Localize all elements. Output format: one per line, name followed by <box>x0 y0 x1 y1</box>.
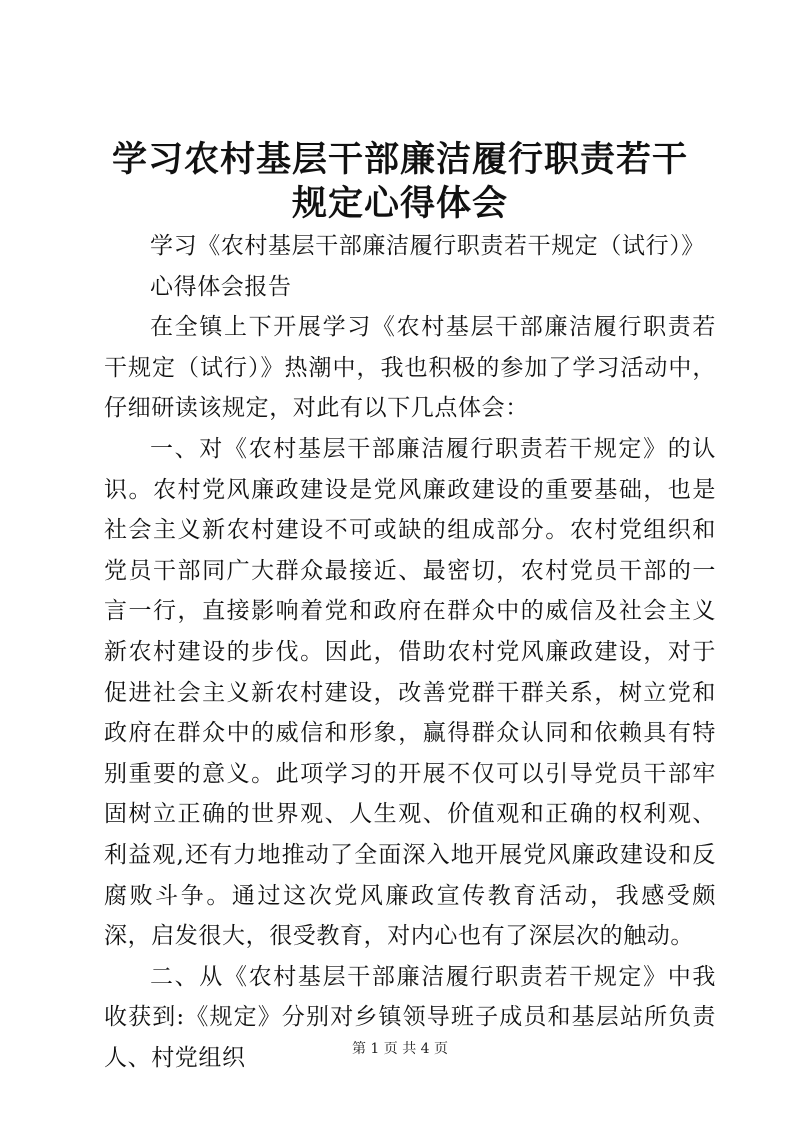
document-title: 学习农村基层干部廉洁履行职责若干规定心得体会 <box>111 139 688 224</box>
document-body <box>104 226 716 1078</box>
section-two-paragraph: 二、从《农村基层干部廉洁履行职责若干规定》中我收获到:《规定》分别对乡镇领导班子成员和基层站所负责人、村党组织 <box>104 963 716 1071</box>
page-footer: 第 1 页 共 4 页 <box>351 1041 449 1057</box>
intro-paragraph: 在全镇上下开展学习《农村基层干部廉洁履行职责若干规定（试行）》热潮中，我也积极的参加了学习活动中，仔细研读该规定，对此有以下几点体会： <box>104 314 716 422</box>
section-one-paragraph: 一、对《农村基层干部廉洁履行职责若干规定》的认识。农村党风廉政建设是党风廉政建设的重要基础，也是社会主义新农村建设不可或缺的组成部分。农村党组织和党员干部同广大群众最接近、最密切，农村党员干部的一言一行，直接影响着党和政府在群众中的威信及社会主义新农村建设的步伐。因此，借助农村党风廉政建设，对于促进社会主义新农村建设，改善党群干群关系，树立党和政府在群众中的威信和形象，赢得群众认同和依赖具有特别重要的意义。此项学习的开展不仅可以引导党员干部牢固树立正确的世界观、人生观、价值观和正确的权利观、利益观,还有力地推动了全面深入地开展党风廉政建设和反腐败斗争。通过这次党风廉政宣传教育活动，我感受颇深，启发很大，很受教育，对内心也有了深层次的触动。 <box>104 435 716 950</box>
subtitle-line: 学习《农村基层干部廉洁履行职责若干规定（试行）》 <box>150 233 705 259</box>
report-label: 心得体会报告 <box>150 273 292 300</box>
